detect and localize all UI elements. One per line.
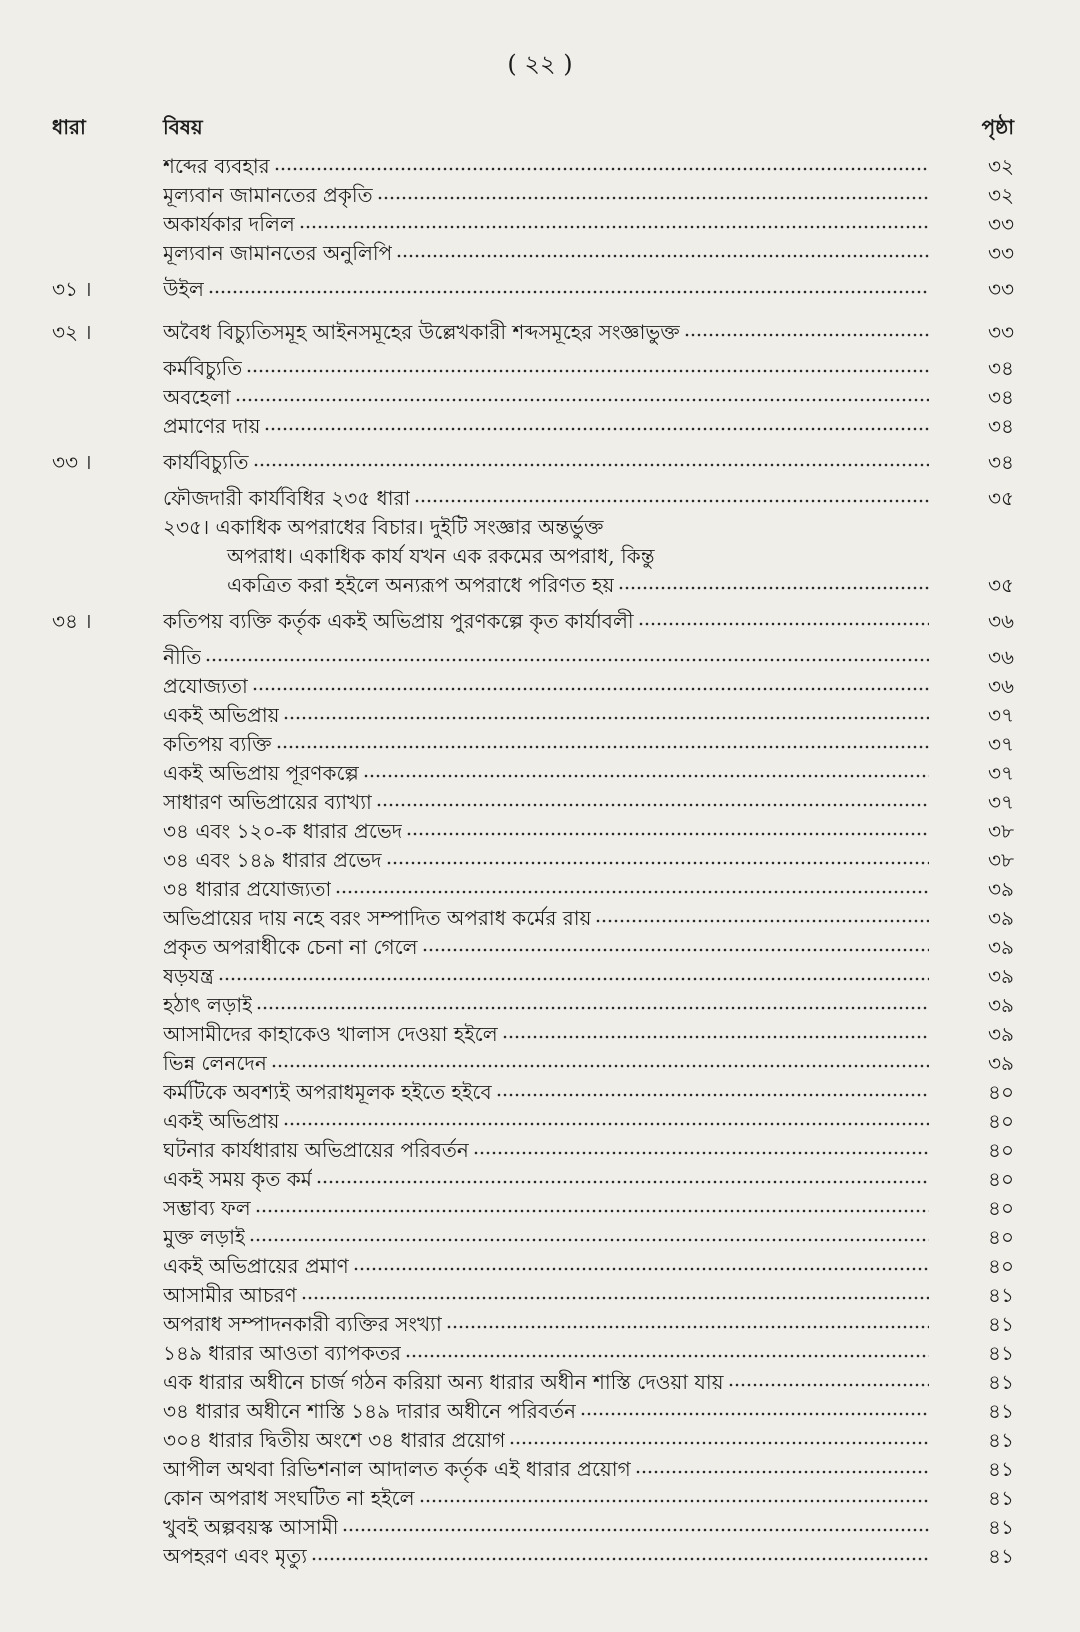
entry-body [163, 607, 929, 636]
dot-leader [335, 876, 929, 896]
toc-entry [0, 239, 1080, 268]
toc-entry [0, 268, 1080, 311]
entry-body [163, 846, 929, 875]
dot-leader [419, 1485, 929, 1505]
entry-title: আসামীর আচরণ [163, 1283, 297, 1307]
dot-leader [271, 1050, 929, 1070]
column-header-subject: বিষয় [163, 115, 203, 139]
column-header-section: ধারা [52, 115, 86, 139]
dot-leader [396, 240, 929, 260]
entry-title: হঠাৎ লড়াই [163, 993, 253, 1017]
entry-body [163, 904, 929, 933]
dot-leader [376, 789, 929, 809]
entry-title: অপহরণ এবং মৃত্যু [163, 1544, 308, 1568]
entry-title: সম্ভাব্য ফল [163, 1196, 251, 1220]
entry-body [163, 1049, 929, 1078]
entry-body [163, 1339, 929, 1368]
page-number: ৩২ [987, 154, 1014, 178]
entry-title: কার্যবিচ্যুতি [163, 450, 249, 474]
toc-entry [0, 1339, 1080, 1368]
toc-entry [0, 1020, 1080, 1049]
toc-entry-continuation [0, 542, 1080, 571]
entry-body [163, 701, 929, 730]
entry-body [163, 1165, 929, 1194]
dot-leader [422, 934, 929, 954]
entry-title: ৩০৪ ধারার দ্বিতীয় অংশে ৩৪ ধারার প্রয়োগ [163, 1428, 506, 1452]
page-number: ৩৪ [988, 385, 1014, 409]
entry-body [163, 1194, 929, 1223]
toc-entry [0, 412, 1080, 441]
entry-title: শব্দের ব্যবহার [163, 154, 270, 178]
entry-body [163, 759, 929, 788]
toc-entry [0, 730, 1080, 759]
entry-body [163, 933, 929, 962]
entry-title: ৩৪ এবং ১৪৯ ধারার প্রভেদ [163, 848, 382, 872]
page-number: ৪০ [988, 1167, 1014, 1191]
page-number: ৪১ [988, 1283, 1014, 1307]
toc-entry [0, 1107, 1080, 1136]
entry-title: অপরাধ সম্পাদনকারী ব্যক্তির সংখ্যা [163, 1312, 442, 1336]
page-number: ৩৪ [988, 450, 1014, 474]
entry-title: ষড়যন্ত্র [163, 964, 214, 988]
toc-entry [0, 701, 1080, 730]
toc-entry [0, 1049, 1080, 1078]
page-number: ৪১ [988, 1428, 1014, 1452]
dot-leader [205, 644, 929, 664]
toc-entry [0, 1513, 1080, 1542]
page-number: ৪০ [988, 1109, 1014, 1133]
entry-body [163, 991, 929, 1020]
entry-title: সাধারণ অভিপ্রায়ের ব্যাখ্যা [163, 790, 372, 814]
entry-title: অবৈধ বিচ্যুতিসমূহ আইনসমূহের উল্লেখকারী শব্দসমূহের সংজ্ঞাভুক্ত [163, 320, 680, 344]
entry-title: কতিপয় ব্যক্তি কর্তৃক একই অভিপ্রায় পুরণকল্পে কৃত কার্যাবলী [163, 609, 634, 633]
page-number: ৩৯ [988, 1051, 1014, 1075]
page-number: ৩২ [987, 183, 1014, 207]
toc-entry [0, 1078, 1080, 1107]
entry-title: একই সময় কৃত কর্ম [163, 1167, 312, 1191]
toc-entry [0, 1310, 1080, 1339]
page-number: ৩৮ [988, 848, 1014, 872]
entry-body [163, 484, 929, 513]
entry-body [163, 1368, 929, 1397]
entry-body [163, 1426, 929, 1455]
dot-leader [301, 1282, 929, 1302]
toc-entry [0, 962, 1080, 991]
entry-body [163, 788, 929, 817]
section-number: ৩৪ । [52, 609, 92, 633]
toc-entry [0, 383, 1080, 412]
page-number: ৪০ [988, 1225, 1014, 1249]
page-number: ৪০ [988, 1254, 1014, 1278]
toc-entry [0, 1281, 1080, 1310]
entry-title: অবহেলা [163, 385, 231, 409]
dot-leader [218, 963, 929, 983]
entry-title: মূল্যবান জামানতের প্রকৃতি [163, 183, 373, 207]
page-number: ৪১ [988, 1370, 1014, 1394]
entry-body [163, 448, 929, 477]
toc-entry [0, 1165, 1080, 1194]
entry-body [163, 181, 929, 210]
dot-leader [252, 673, 929, 693]
page-number: ৪০ [988, 1196, 1014, 1220]
dot-leader [638, 608, 929, 628]
entry-title: উইল [163, 277, 204, 301]
toc-entry [0, 152, 1080, 181]
toc-entry [0, 354, 1080, 383]
dot-leader [684, 319, 929, 339]
entry-title: কর্মবিচ্যুতি [163, 356, 243, 380]
page-number: ৩৭ [987, 761, 1014, 785]
entry-body [163, 817, 929, 846]
entry-title: অপরাধ। একাধিক কার্য যখন এক রকমের অপরাধ, কিন্তু [227, 544, 655, 568]
dot-leader [635, 1456, 929, 1476]
dot-leader [406, 818, 929, 838]
dot-leader [414, 485, 929, 505]
entry-body [163, 1484, 929, 1513]
entry-body [163, 412, 929, 441]
page-number: ৩৯ [988, 964, 1014, 988]
toc-entry [0, 759, 1080, 788]
dot-leader [235, 384, 929, 404]
entry-title: ফৌজদারী কার্যবিধির ২৩৫ ধারা [163, 486, 411, 510]
entry-title: মূল্যবান জামানতের অনুলিপি [163, 241, 393, 265]
entry-body [163, 1078, 929, 1107]
dot-leader [496, 1079, 929, 1099]
entry-title: ৩৪ ধারার প্রযোজ্যতা [163, 877, 332, 901]
toc-entry [0, 1368, 1080, 1397]
dot-leader [264, 413, 929, 433]
toc-entry-continuation [0, 571, 1080, 600]
dot-leader [353, 1253, 929, 1273]
entry-title: নীতি [163, 645, 202, 669]
page-number: ৪১ [988, 1399, 1014, 1423]
toc-entry [0, 846, 1080, 875]
entry-title: একই অভিপ্রায়ের প্রমাণ [163, 1254, 349, 1278]
dot-leader [299, 211, 929, 231]
page-number: ৪১ [988, 1312, 1014, 1336]
entry-body [163, 1455, 929, 1484]
entry-body [163, 210, 929, 239]
entry-title: প্রযোজ্যতা [163, 674, 248, 698]
page-number: ৪০ [988, 1080, 1014, 1104]
toc-entry [0, 788, 1080, 817]
toc-entry [0, 1136, 1080, 1165]
page-number: ৩৩ [987, 241, 1014, 265]
dot-leader [446, 1311, 929, 1331]
dot-leader [283, 1108, 929, 1128]
entry-body [163, 318, 929, 347]
page-number: ৩৩ [987, 277, 1014, 301]
entry-title: আসামীদের কাহাকেও খালাস দেওয়া হইলে [163, 1022, 498, 1046]
page-number: ৪১ [988, 1544, 1014, 1568]
section-number: ৩১ । [52, 277, 92, 301]
entry-title: কোন অপরাধ সংঘটিত না হইলে [163, 1486, 415, 1510]
entry-body [163, 1107, 929, 1136]
dot-leader [473, 1137, 929, 1157]
page-number: ৩৭ [987, 790, 1014, 814]
entry-body [163, 542, 929, 571]
page-number: ৩৬ [987, 609, 1014, 633]
page-number: ৩৪ [988, 414, 1014, 438]
dot-leader [386, 847, 930, 867]
dot-leader [246, 355, 929, 375]
entry-title: ঘটনার কার্যধারায় অভিপ্রায়ের পরিবর্তন [163, 1138, 469, 1162]
toc-entry [0, 1484, 1080, 1513]
entry-title: অভিপ্রায়ের দায় নহে বরং সম্পাদিত অপরাধ কর্মের রায় [163, 906, 592, 930]
dot-leader [208, 276, 929, 296]
table-of-contents [0, 152, 1080, 1571]
entry-body [163, 1223, 929, 1252]
toc-entry [0, 904, 1080, 933]
dot-leader [595, 905, 929, 925]
entry-title: অকার্যকার দলিল [163, 212, 295, 236]
toc-entry [0, 1194, 1080, 1223]
dot-leader [276, 731, 929, 751]
page-number: ৩৬ [987, 645, 1014, 669]
toc-entry [0, 672, 1080, 701]
entry-body [163, 571, 929, 600]
entry-title: মুক্ত লড়াই [163, 1225, 246, 1249]
dot-leader [377, 182, 929, 202]
entry-body [163, 962, 929, 991]
entry-title: কতিপয় ব্যক্তি [163, 732, 272, 756]
entry-title: প্রমাণের দায় [163, 414, 261, 438]
dot-leader [618, 572, 929, 592]
dot-leader [255, 1195, 929, 1215]
page-number-header: ( ২২ ) [507, 50, 573, 78]
entry-body [163, 1310, 929, 1339]
toc-entry [0, 1223, 1080, 1252]
page-number: ৩৯ [988, 993, 1014, 1017]
entry-body [163, 383, 929, 412]
dot-leader [253, 449, 930, 469]
dot-leader [274, 153, 929, 173]
dot-leader [316, 1166, 929, 1186]
toc-entry [0, 1455, 1080, 1484]
toc-entry [0, 1426, 1080, 1455]
page-number: ৩৯ [988, 935, 1014, 959]
dot-leader [363, 760, 929, 780]
page-number: ৪১ [988, 1457, 1014, 1481]
entry-body [163, 1136, 929, 1165]
toc-entry [0, 991, 1080, 1020]
entry-title: কর্মটিকে অবশ্যই অপরাধমূলক হইতে হইবে [163, 1080, 492, 1104]
toc-entry [0, 513, 1080, 542]
entry-title: একই অভিপ্রায় [163, 1109, 280, 1133]
entry-title: ৩৪ এবং ১২০-ক ধারার প্রভেদ [163, 819, 403, 843]
column-header-page: পৃষ্ঠা [981, 115, 1014, 139]
toc-entry [0, 933, 1080, 962]
entry-body [163, 354, 929, 383]
page-number: ৩৯ [988, 906, 1014, 930]
toc-entry [0, 210, 1080, 239]
page-number: ৪০ [988, 1138, 1014, 1162]
entry-title: ৩৪ ধারার অধীনে শাস্তি ১৪৯ দারার অধীনে পরিবর্তন [163, 1399, 576, 1423]
entry-title: ১৪৯ ধারার আওতা ব্যাপকতর [163, 1341, 401, 1365]
page-number: ৩৯ [988, 877, 1014, 901]
page-number: ৩৫ [988, 486, 1014, 510]
dot-leader [311, 1543, 929, 1563]
entry-body [163, 1281, 929, 1310]
toc-entry [0, 441, 1080, 484]
entry-body [163, 1513, 929, 1542]
entry-body [163, 275, 929, 304]
page-number: ৩৮ [988, 819, 1014, 843]
dot-leader [502, 1021, 929, 1041]
dot-leader [249, 1224, 929, 1244]
entry-body [163, 643, 929, 672]
dot-leader [728, 1369, 929, 1389]
toc-entry [0, 311, 1080, 354]
entry-title: ভিন্ন লেনদেন [163, 1051, 267, 1075]
entry-body [163, 239, 929, 268]
section-number: ৩৩ । [52, 450, 92, 474]
entry-title: খুবই অল্পবয়স্ক আসামী [163, 1515, 339, 1539]
dot-leader [283, 702, 929, 722]
toc-entry [0, 643, 1080, 672]
page-number: ৩৩ [987, 212, 1014, 236]
toc-entry [0, 1542, 1080, 1571]
entry-body [163, 1252, 929, 1281]
entry-title: আপীল অথবা রিভিশনাল আদালত কর্তৃক এই ধারার প্রয়োগ [163, 1457, 631, 1481]
toc-entry [0, 181, 1080, 210]
entry-body [163, 730, 929, 759]
entry-title: প্রকৃত অপরাধীকে চেনা না গেলে [163, 935, 418, 959]
page-number: ৩৭ [987, 732, 1014, 756]
page-number: ৩৯ [988, 1022, 1014, 1046]
toc-entry [0, 600, 1080, 643]
entry-title: একত্রিত করা হইলে অন্যরূপ অপরাধে পরিণত হয় [227, 573, 615, 597]
dot-leader [256, 992, 929, 1012]
entry-body [163, 1020, 929, 1049]
entry-body [163, 1397, 929, 1426]
toc-entry [0, 875, 1080, 904]
page-number: ৩৭ [987, 703, 1014, 727]
page-number: ৩৬ [987, 674, 1014, 698]
entry-body [163, 1542, 929, 1571]
toc-entry [0, 817, 1080, 846]
dot-leader [405, 1340, 929, 1360]
section-number: ৩২ । [52, 320, 92, 344]
toc-entry [0, 1252, 1080, 1281]
entry-body [163, 875, 929, 904]
entry-title: এক ধারার অধীনে চার্জ গঠন করিয়া অন্য ধারার অধীন শাস্তি দেওয়া যায় [163, 1370, 724, 1394]
entry-title: ২৩৫। একাধিক অপরাধের বিচার। দুইটি সংজ্ঞার অন্তর্ভুক্ত [163, 515, 604, 539]
page-number: ৪১ [988, 1341, 1014, 1365]
dot-leader [580, 1398, 929, 1418]
entry-body [163, 672, 929, 701]
entry-title: একই অভিপ্রায় পূরণকল্পে [163, 761, 359, 785]
entry-body [163, 152, 929, 181]
page-number: ৩৩ [987, 320, 1014, 344]
entry-body [163, 513, 929, 542]
dot-leader [509, 1427, 929, 1447]
dot-leader [342, 1514, 929, 1534]
toc-entry [0, 1397, 1080, 1426]
page-number: ৪১ [988, 1486, 1014, 1510]
toc-entry [0, 484, 1080, 513]
entry-title: একই অভিপ্রায় [163, 703, 280, 727]
page-number: ৪১ [988, 1515, 1014, 1539]
page-number: ৩৪ [988, 356, 1014, 380]
page-number: ৩৫ [988, 573, 1014, 597]
